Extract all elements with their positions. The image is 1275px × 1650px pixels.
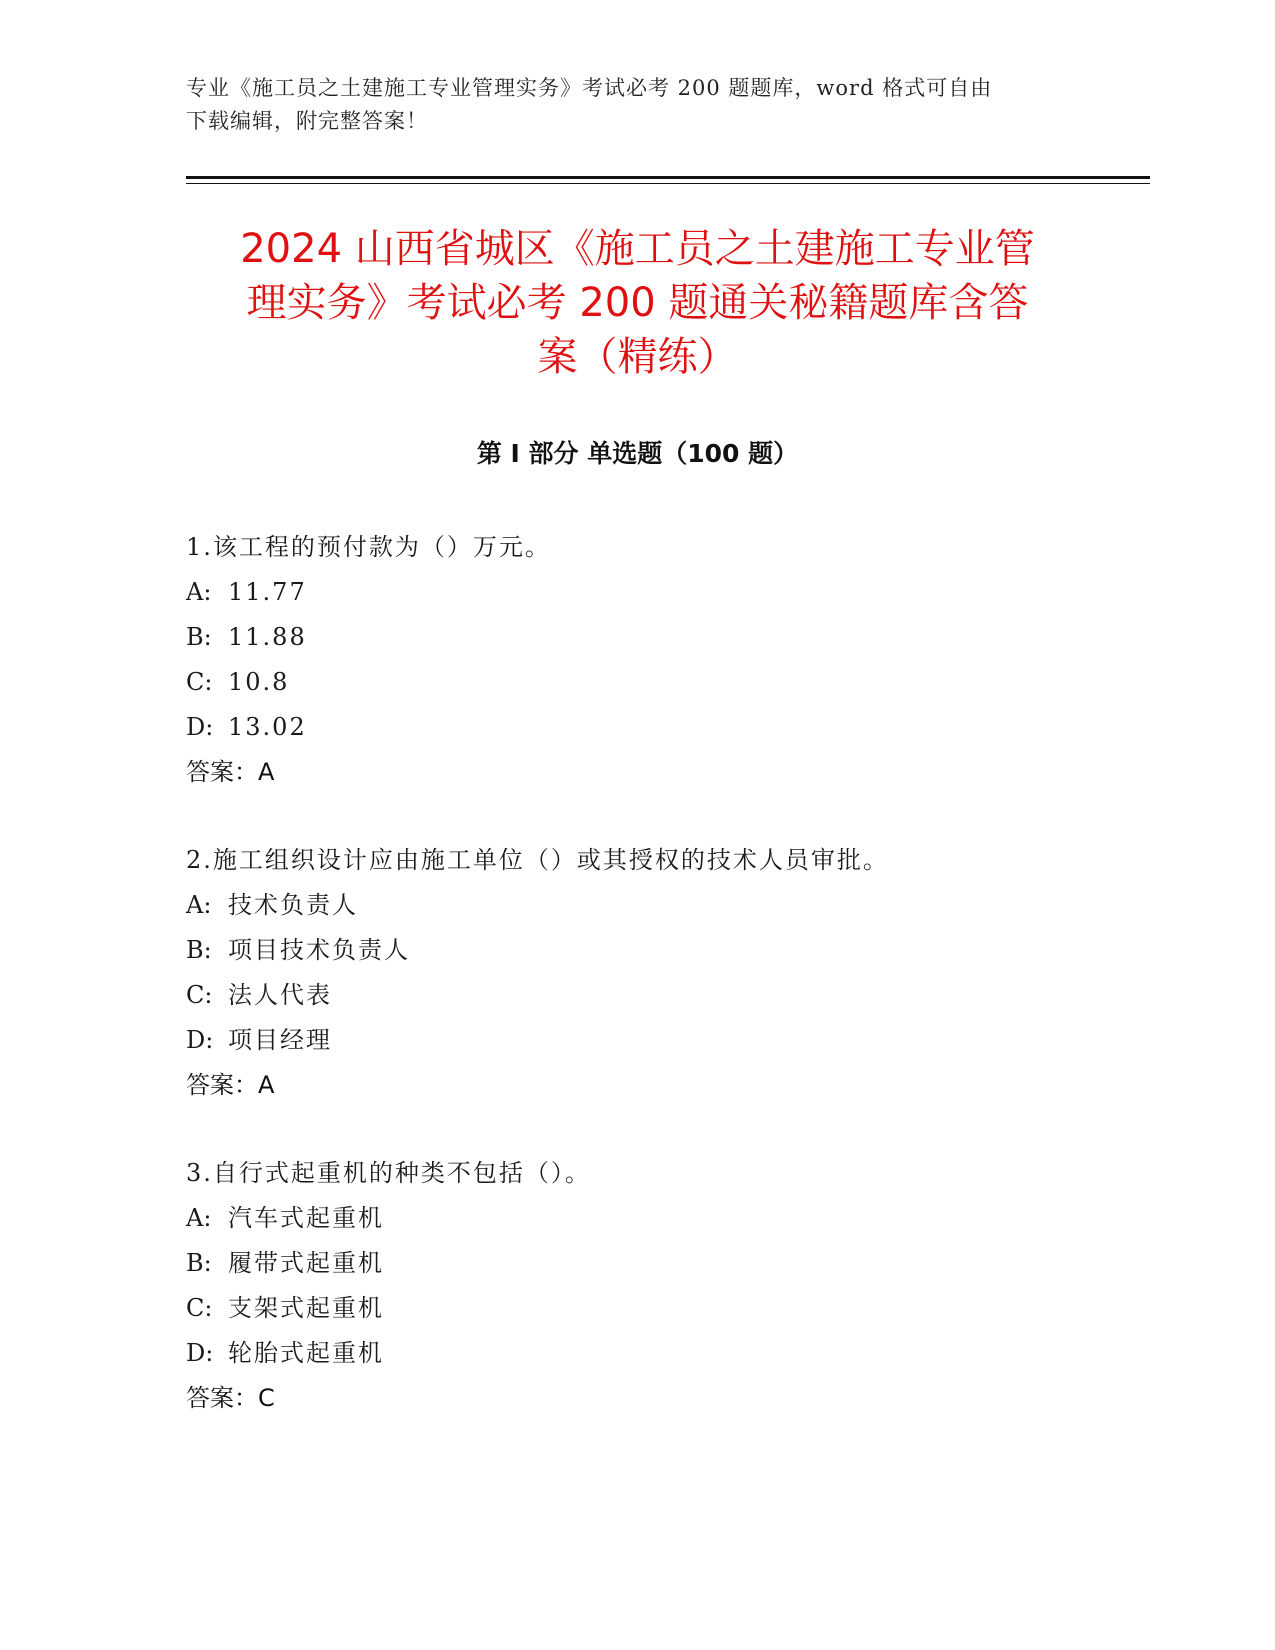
option-text: 13.02 — [228, 713, 307, 741]
option-key: C: — [186, 981, 213, 1009]
question-list — [186, 525, 1126, 1464]
header-note-line-1: 专业《施工员之土建施工专业管理实务》考试必考 200 题题库，word 格式可自由 — [186, 76, 993, 100]
document-title — [170, 222, 1105, 384]
option-b — [186, 615, 1126, 660]
option-c — [186, 660, 1126, 705]
option-text: 支架式起重机 — [228, 1294, 384, 1322]
option-key: B: — [186, 936, 212, 964]
option-text: 法人代表 — [228, 981, 332, 1009]
option-d — [186, 1331, 1126, 1376]
option-key: B: — [186, 1249, 212, 1277]
option-key: C: — [186, 668, 213, 696]
question-item — [186, 838, 1126, 1108]
option-b — [186, 928, 1126, 973]
option-key: A: — [186, 578, 212, 606]
header-rule-thin — [186, 183, 1150, 184]
option-a — [186, 570, 1126, 615]
option-key: D: — [186, 1026, 214, 1054]
option-text: 项目技术负责人 — [228, 936, 410, 964]
option-d — [186, 705, 1126, 750]
option-c — [186, 973, 1126, 1018]
option-key: A: — [186, 1204, 212, 1232]
answer-line: 答案：C — [186, 1384, 275, 1412]
question-stem: 3.自行式起重机的种类不包括（）。 — [186, 1159, 591, 1187]
option-text: 技术负责人 — [228, 891, 358, 919]
option-text: 轮胎式起重机 — [228, 1339, 384, 1367]
option-key: C: — [186, 1294, 213, 1322]
document-title-line-1: 2024 山西省城区《施工员之土建施工专业管 — [240, 226, 1035, 272]
document-title-line-2: 理实务》考试必考 200 题通关秘籍题库含答 — [246, 280, 1029, 326]
header-rule-thick — [186, 176, 1150, 179]
header-note-line-2: 下载编辑，附完整答案！ — [186, 109, 428, 133]
option-key: D: — [186, 1339, 214, 1367]
question-item — [186, 1151, 1126, 1421]
option-text: 履带式起重机 — [228, 1249, 384, 1277]
option-a — [186, 883, 1126, 928]
question-stem: 2.施工组织设计应由施工单位（）或其授权的技术人员审批。 — [186, 846, 889, 874]
option-c — [186, 1286, 1126, 1331]
document-title-line-3: 案（精练） — [537, 334, 738, 380]
header-note — [186, 72, 1086, 138]
option-text: 11.88 — [228, 623, 307, 651]
question-stem: 1.该工程的预付款为（）万元。 — [186, 533, 551, 561]
option-key: A: — [186, 891, 212, 919]
answer-line: 答案：A — [186, 1071, 275, 1099]
section-heading: 第 I 部分 单选题（100 题） — [476, 439, 799, 468]
option-a — [186, 1196, 1126, 1241]
answer-line: 答案：A — [186, 758, 275, 786]
option-text: 10.8 — [228, 668, 290, 696]
option-d — [186, 1018, 1126, 1063]
question-item — [186, 525, 1126, 795]
option-text: 11.77 — [228, 578, 307, 606]
option-key: D: — [186, 713, 214, 741]
option-b — [186, 1241, 1126, 1286]
option-text: 汽车式起重机 — [228, 1204, 384, 1232]
option-text: 项目经理 — [228, 1026, 332, 1054]
option-key: B: — [186, 623, 212, 651]
